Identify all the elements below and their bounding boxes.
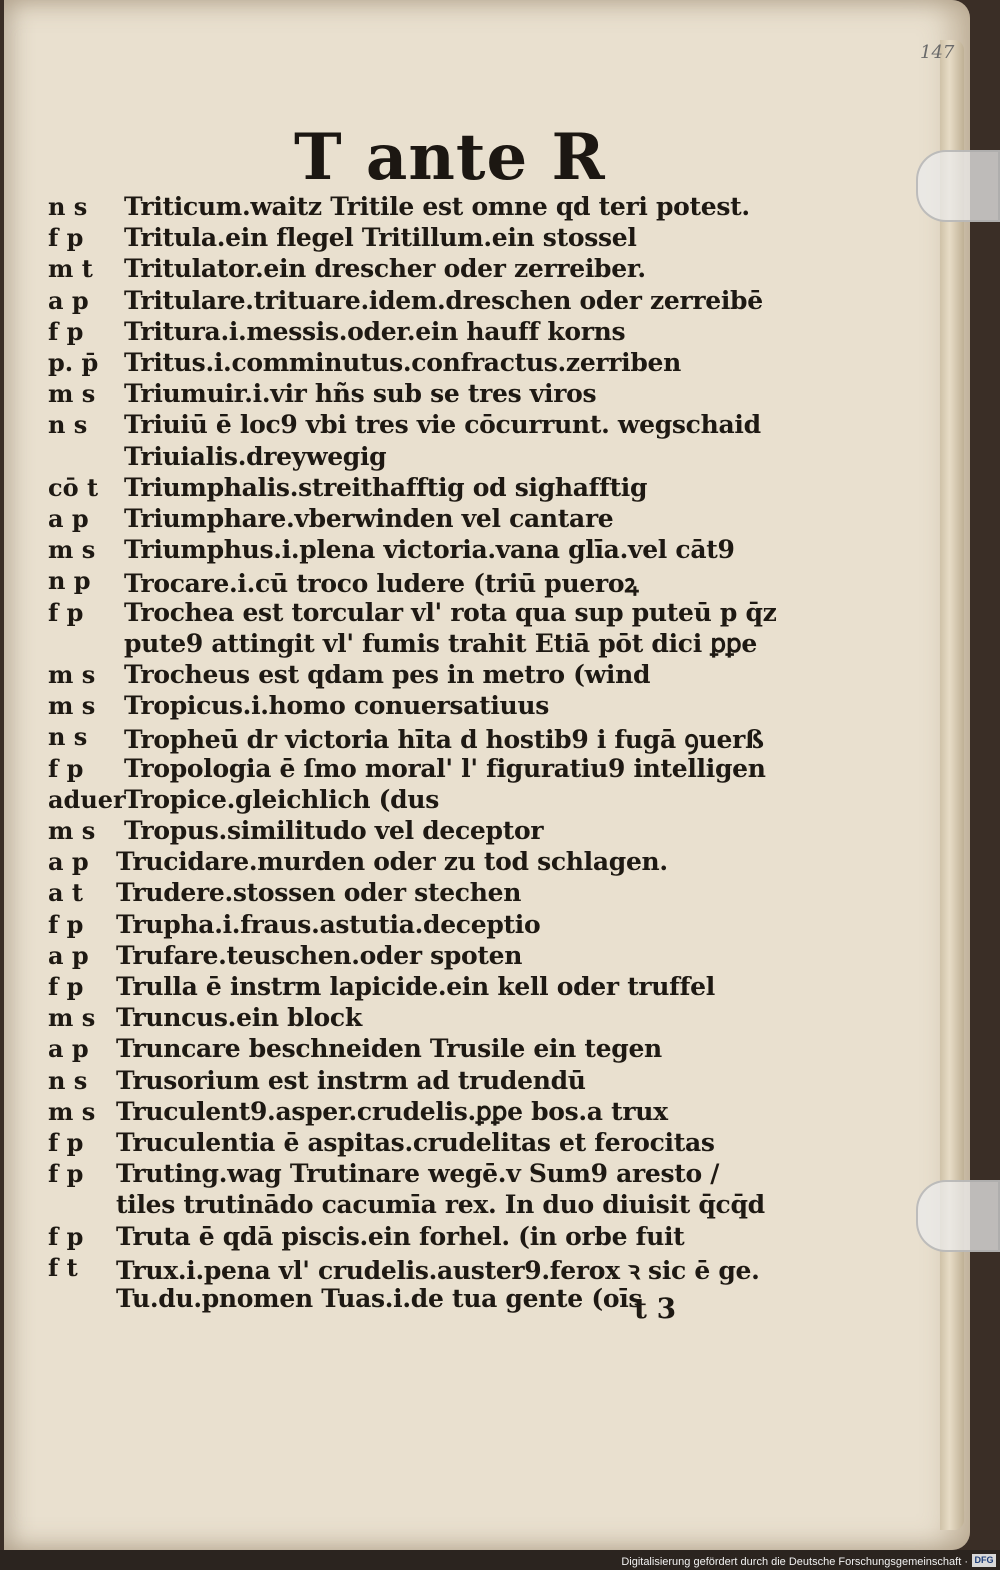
entry-line <box>4 910 944 941</box>
entry-line <box>4 442 944 473</box>
grammar-mark: m s <box>48 1003 96 1033</box>
signature-mark: t 3 <box>634 1292 677 1325</box>
grammar-mark: a p <box>48 285 89 315</box>
grammar-mark: f p <box>48 1128 84 1157</box>
entry-line <box>4 1128 944 1159</box>
entry-line <box>4 1284 944 1315</box>
entry-line <box>4 847 944 878</box>
page-clip-bottom <box>916 1180 1000 1252</box>
entry-line <box>4 785 944 816</box>
grammar-mark: f p <box>48 753 84 783</box>
entry-line <box>4 878 944 909</box>
grammar-mark: cō t <box>48 472 99 502</box>
entry-text: Trusorium est instrm ad trudendū <box>116 1065 586 1095</box>
grammar-mark: aduer <box>48 784 126 814</box>
footer-credit: Digitalisierung gefördert durch die Deutsche Forschungsgemeinschaft · <box>621 1556 968 1568</box>
entry-text: Tritura.i.messis.oder.ein hauff korns <box>124 316 626 346</box>
grammar-mark: n p <box>48 566 91 596</box>
grammar-mark: f p <box>48 1221 84 1251</box>
grammar-mark: n s <box>48 1065 88 1095</box>
entry-text: Tritus.i.comminutus.confractus.zerriben <box>124 348 682 377</box>
entry-line <box>4 722 944 753</box>
grammar-mark: m s <box>48 691 96 721</box>
grammar-mark: f p <box>48 223 84 253</box>
entry-text: Trulla ē instrm lapicide.ein kell oder truffel <box>116 972 715 1001</box>
entry-text: Truncus.ein block <box>116 1003 362 1033</box>
entry-text: Tropheū dr victoria hīta d hostib9 i fugā ꝯuerß <box>124 725 764 755</box>
grammar-mark: f p <box>48 597 84 627</box>
grammar-mark: a p <box>48 504 89 533</box>
entry-text: tiles trutinādo cacumīa rex. In duo diuisit q̄cq̄d <box>116 1190 765 1220</box>
entry-line <box>4 598 944 629</box>
entry-text: Truculent9.asper.crudelis.ꝑꝑe bos.a trux <box>116 1096 668 1126</box>
entry-line <box>4 972 944 1003</box>
entry-text: Tritulare.trituare.idem.dreschen oder zerreibē <box>124 285 763 315</box>
grammar-mark: f p <box>48 316 84 346</box>
entry-text: Truncare beschneiden Trusile ein tegen <box>116 1034 662 1064</box>
book-page <box>4 0 970 1550</box>
entry-line <box>4 286 944 317</box>
entry-text: Triumphalis.streithafftig od sighafftig <box>124 472 648 502</box>
entry-text: Triumphus.i.plena victoria.vana glīa.vel cāt9 <box>124 535 735 565</box>
entry-text: Trochea est torcular vl' rota qua sup puteū p q̄z <box>124 597 777 627</box>
entry-text: Tu.du.pnomen Tuas.i.de tua gente (oīs <box>116 1284 643 1313</box>
entry-line <box>4 410 944 441</box>
folio-number: 147 <box>920 42 955 63</box>
entry-text: Truculentia ē aspitas.crudelitas et ferocitas <box>116 1128 715 1157</box>
entry-line <box>4 348 944 379</box>
entry-text: Triumuir.i.vir hñs sub se tres viros <box>124 379 597 409</box>
entry-text: Triticum.waitz Tritile est omne qd teri potest. <box>124 192 750 221</box>
entry-text: Truta ē qdā piscis.ein forhel. (in orbe fuit <box>116 1221 685 1251</box>
grammar-mark: f t <box>48 1252 78 1282</box>
entry-text: Triumphare.vberwinden vel cantare <box>124 504 614 533</box>
entry-line <box>4 629 944 660</box>
entry-line <box>4 754 944 785</box>
entry-line <box>4 535 944 566</box>
entry-text: Trucidare.murden oder zu tod schlagen. <box>116 847 668 877</box>
grammar-mark: n s <box>48 722 88 752</box>
grammar-mark: f p <box>48 909 84 939</box>
entry-line <box>4 192 944 223</box>
entry-line <box>4 1003 944 1034</box>
entry-text: Triuialis.dreywegig <box>124 441 387 471</box>
grammar-mark: a p <box>48 940 89 970</box>
grammar-mark: m s <box>48 816 96 845</box>
grammar-mark: m s <box>48 660 96 689</box>
entry-text: Tropicus.i.homo conuersatiuus <box>124 691 550 721</box>
grammar-mark: a p <box>48 847 89 877</box>
entry-line <box>4 1034 944 1065</box>
grammar-mark: a p <box>48 1034 89 1064</box>
page-clip-top <box>916 150 1000 222</box>
grammar-mark: m s <box>48 1096 96 1126</box>
grammar-mark: m s <box>48 535 96 565</box>
entry-line <box>4 473 944 504</box>
entry-text: pute9 attingit vl' fumis trahit Etiā pōt dici ꝑꝑe <box>124 628 758 658</box>
footer-bar <box>0 1550 1000 1570</box>
entry-text: Trudere.stossen oder stechen <box>116 878 522 908</box>
entry-line <box>4 941 944 972</box>
entry-text: Tritulator.ein drescher oder zerreiber. <box>124 254 646 284</box>
entry-text: Tropus.similitudo vel deceptor <box>124 816 544 845</box>
grammar-mark: p. p̄ <box>48 348 99 377</box>
grammar-mark: n s <box>48 192 88 221</box>
grammar-mark: a t <box>48 878 83 908</box>
grammar-mark: f p <box>48 972 84 1001</box>
grammar-mark: f p <box>48 1159 84 1189</box>
entry-text: Tropologia ē ſmo moral' l' figuratiu9 intelligen <box>124 753 766 783</box>
entry-text: Trux.i.pena vl' crudelis.auster9.ferox ꝛ sic ē ge. <box>116 1255 760 1285</box>
entry-line <box>4 504 944 535</box>
entry-text: Trupha.i.fraus.astutia.deceptio <box>116 909 541 939</box>
entry-line <box>4 317 944 348</box>
entry-line <box>4 1097 944 1128</box>
dfg-logo: DFG <box>972 1554 996 1567</box>
entry-text: Trufare.teuschen.oder spoten <box>116 940 523 970</box>
entry-text: Trocheus est qdam pes in metro (wind <box>124 660 651 689</box>
entry-line <box>4 691 944 722</box>
grammar-mark: m s <box>48 379 96 409</box>
entry-line <box>4 1222 944 1253</box>
entry-text: Tropice.gleichlich (dus <box>124 784 439 814</box>
entry-text: Truting.wag Trutinare wegē.v Sum9 aresto / <box>116 1159 720 1189</box>
entry-line <box>4 660 944 691</box>
entry-text: Tritula.ein flegel Tritillum.ein stossel <box>124 223 637 253</box>
entry-line <box>4 1159 944 1190</box>
entry-line <box>4 1066 944 1097</box>
entry-line <box>4 223 944 254</box>
grammar-mark: n s <box>48 410 88 440</box>
entry-text: Trocare.i.cū troco ludere (triū pueroꝝ <box>124 569 639 599</box>
section-heading: T ante R <box>294 120 606 195</box>
entry-text: Triuiū ē loc9 vbi tres vie cōcurrunt. wegschaid <box>124 410 761 440</box>
entry-line <box>4 1190 944 1221</box>
entry-line <box>4 566 944 597</box>
grammar-mark: m t <box>48 254 93 284</box>
entry-line <box>4 1253 944 1284</box>
entry-line <box>4 379 944 410</box>
entry-line <box>4 816 944 847</box>
entry-line <box>4 254 944 285</box>
